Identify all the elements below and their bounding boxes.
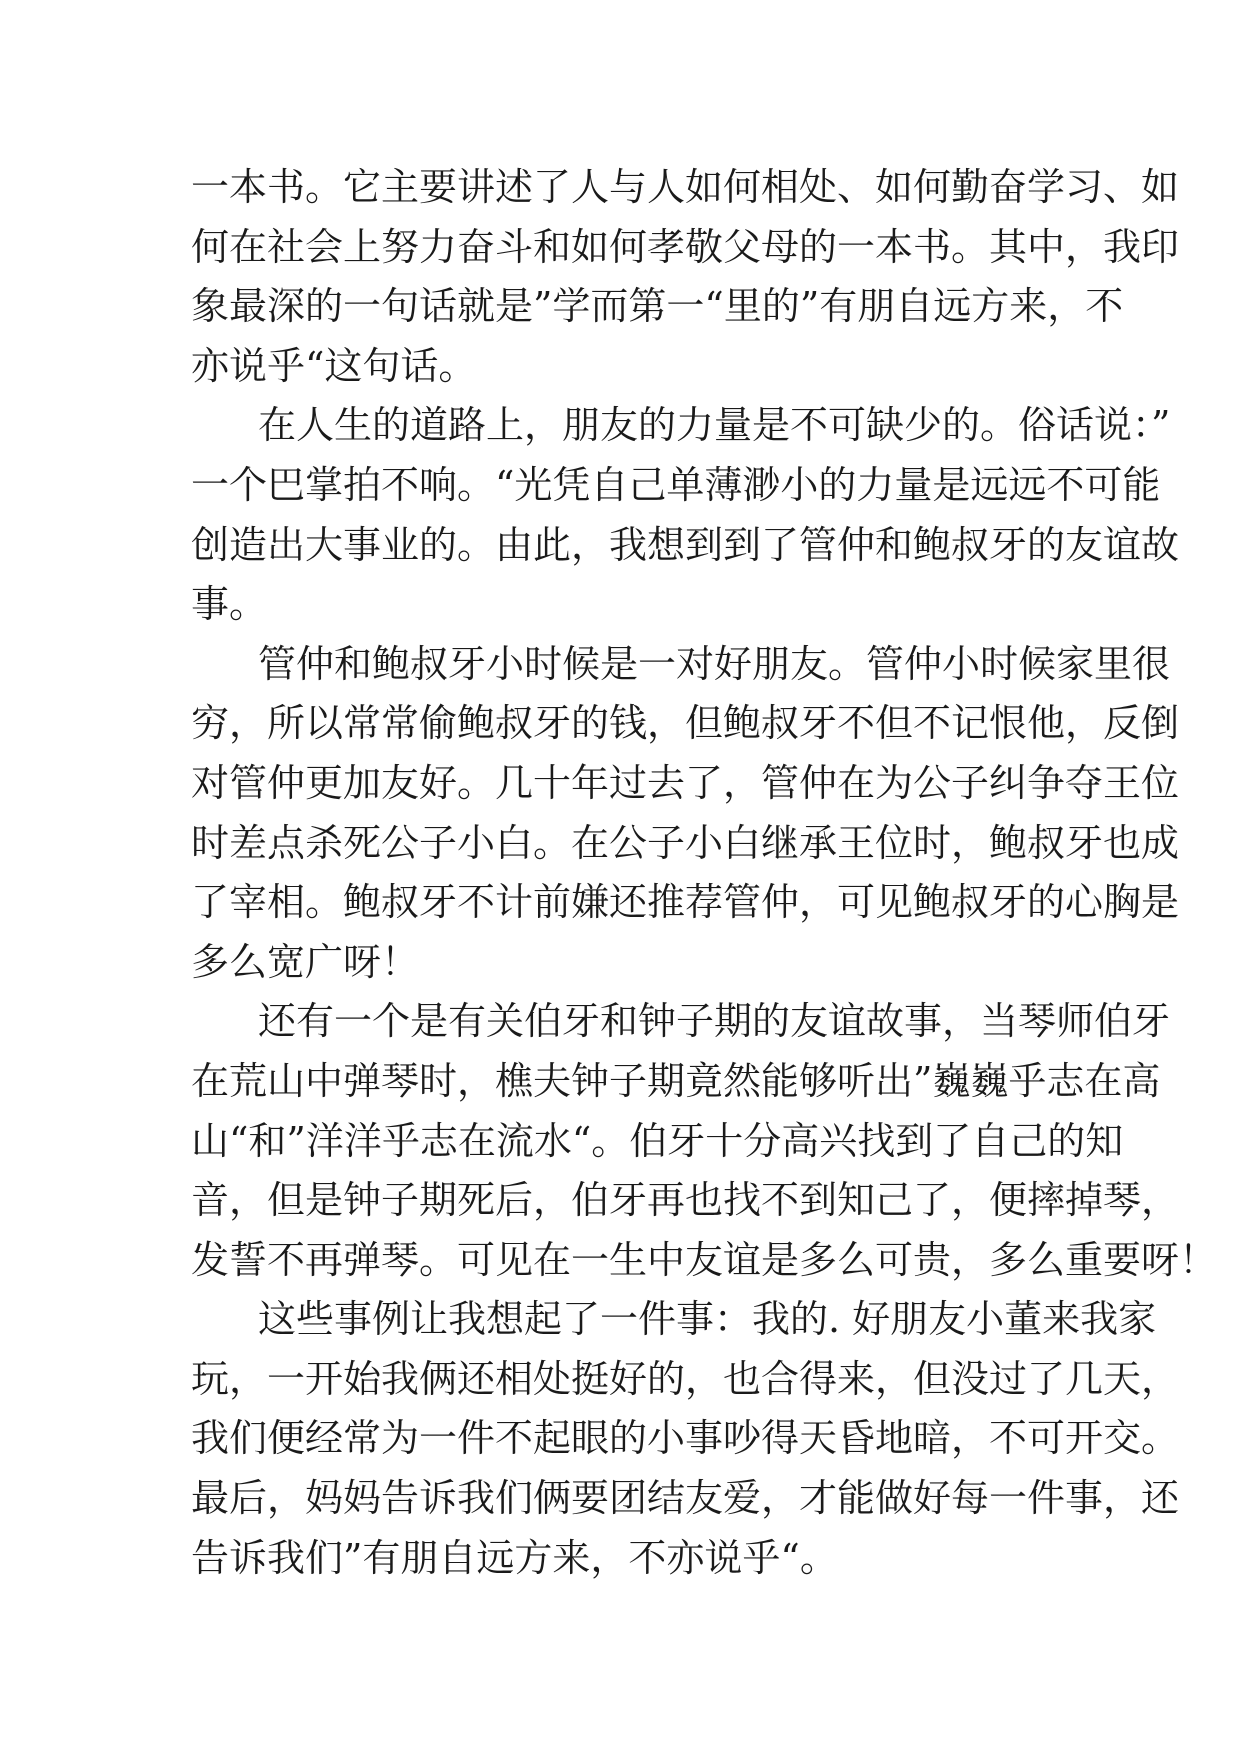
- text-line: 还有一个是有关伯牙和钟子期的友谊故事，当琴师伯牙: [258, 999, 1171, 1044]
- text-line: 管仲和鲍叔牙小时候是一对好朋友。管仲小时候家里很: [258, 641, 1171, 686]
- paragraph: [191, 1290, 1180, 1588]
- text-line: 对管仲更加友好。几十年过去了，管仲在为公子纠争夺王位: [191, 760, 1180, 805]
- text-line: 亦说乎“这句话。: [191, 343, 477, 388]
- text-line: 一本书。它主要讲述了人与人如何相处、如何勤奋学习、如: [191, 165, 1180, 209]
- paragraph: [191, 992, 1218, 1290]
- paragraph: [191, 396, 1180, 634]
- text-line: 山“和”洋洋乎志在流水“。伯牙十分高兴找到了自己的知: [191, 1118, 1124, 1163]
- text-line: 了宰相。鲍叔牙不计前嫌还推荐管仲，可见鲍叔牙的心胸是: [191, 880, 1180, 925]
- text-line: 时差点杀死公子小白。在公子小白继承王位时，鲍叔牙也成: [191, 820, 1180, 865]
- text-line: 创造出大事业的。由此，我想到到了管仲和鲍叔牙的友谊故: [191, 522, 1180, 567]
- paragraph: [191, 158, 1180, 396]
- text-line: 多么宽广呀！: [191, 939, 420, 984]
- text-line: 何在社会上努力奋斗和如何孝敬父母的一本书。其中，我印: [191, 224, 1180, 269]
- paragraph: [191, 635, 1180, 993]
- text-line: 音，但是钟子期死后，伯牙再也找不到知己了，便摔掉琴，: [191, 1178, 1180, 1223]
- text-line: 在荒山中弹琴时，樵夫钟子期竟然能够听出”巍巍乎志在高: [191, 1058, 1161, 1103]
- text-line: 一个巴掌拍不响。“光凭自己单薄渺小的力量是远远不可能: [191, 462, 1161, 507]
- text-line: 在人生的道路上，朋友的力量是不可缺少的。俗话说：”: [258, 403, 1171, 448]
- text-line: 发誓不再弹琴。可见在一生中友谊是多么可贵，多么重要呀！: [191, 1237, 1218, 1282]
- text-line: 象最深的一句话就是”学而第一“里的”有朋自远方来，不: [191, 284, 1124, 329]
- text-line: 这些事例让我想起了一件事：我的. 好朋友小董来我家: [258, 1297, 1157, 1342]
- text-line: 穷，所以常常偷鲍叔牙的钱，但鲍叔牙不但不记恨他，反倒: [191, 701, 1180, 746]
- text-line: 告诉我们”有朋自远方来，不亦说乎“。: [191, 1535, 838, 1580]
- text-line: 我们便经常为一件不起眼的小事吵得天昏地暗，不可开交。: [191, 1416, 1180, 1461]
- text-line: 事。: [191, 582, 268, 627]
- text-line: 最后，妈妈告诉我们俩要团结友爱，才能做好每一件事，还: [191, 1476, 1180, 1521]
- document-body: [191, 158, 1218, 1588]
- text-line: 玩，一开始我俩还相处挺好的，也合得来，但没过了几天，: [191, 1356, 1180, 1401]
